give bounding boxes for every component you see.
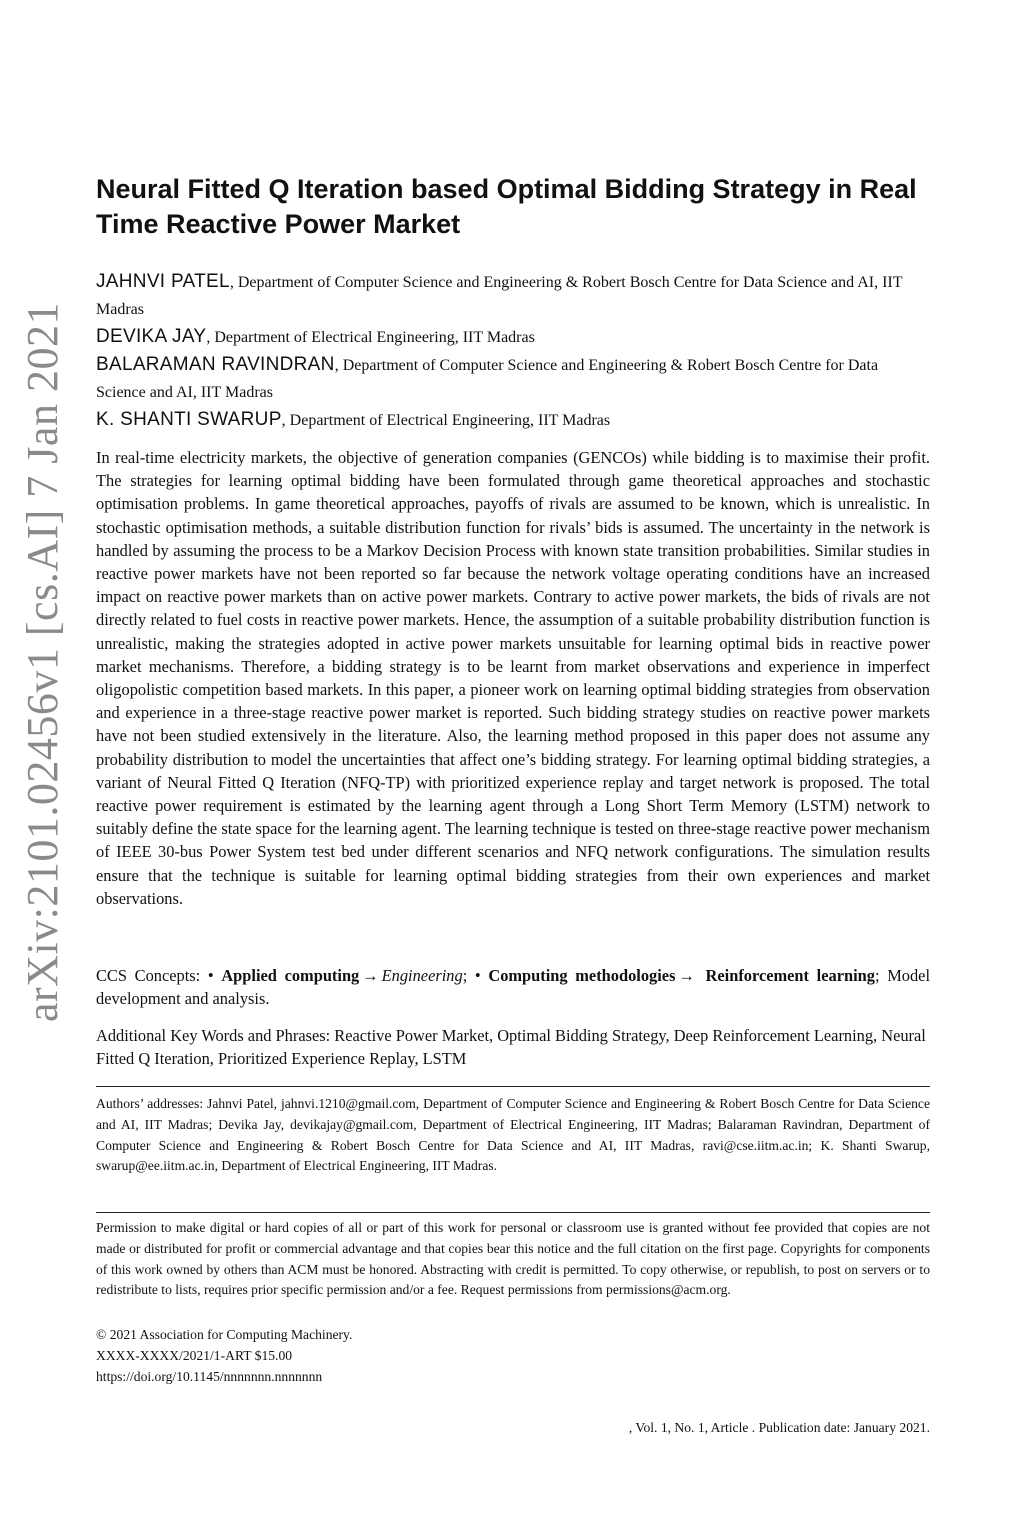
author-name: JAHNVI PATEL [96, 271, 230, 292]
author-affiliation: , Department of Electrical Engineering, IIT Madras [206, 329, 535, 346]
author-affiliation: , Department of Electrical Engineering, IIT Madras [281, 412, 611, 429]
ccs-concept-applied-computing: Applied computing [221, 966, 360, 985]
ccs-concept-computing-methodologies: Computing methodologies [488, 966, 676, 985]
abstract: In real-time electricity markets, the objective of generation companies (GENCOs) while bidding is to maximise their profit. The strategies for learning optimal bidding have been formulated through game theoretical approaches and stochastic optimisation problems. In game theoretical approaches, payoffs of rivals are assumed to be known, which is unrealistic. In stochastic optimisation methods, a suitable distribution function for rivals’ bids is assumed. The uncertainty in the network is handled by assuming the process to be a Markov Decision Process with known state transition probabilities. Similar studies in reactive power markets have not been reported so far because the network voltage operating conditions have an increased impact on reactive power markets than on active power markets. Contrary to active power markets, the bids of rivals are not directly related to fuel costs in reactive power markets. Hence, the assumption of a suitable probability distribution function is unrealistic, making the strategies adopted in active power markets unsuitable for learning optimal bids in reactive power market mechanisms. Therefore, a bidding strategy is to be learnt from market observations and experience in imperfect oligopolistic competition based markets. In this paper, a pioneer work on learning optimal bidding strategies from observation and experience in a three-stage reactive power market is reported. Such bidding strategy studies on reactive power markets have not been studied extensively in the literature. Also, the learning method proposed in this paper does not assume any probability distribution to model the uncertainties that affect one’s bidding strategy. For learning optimal bidding strategies, a variant of Neural Fitted Q Iteration (NFQ-TP) with prioritized experience replay and target network is proposed. The total reactive power requirement is estimated by the learning agent through a Long Short Term Memory (LSTM) network to suitably define the state space for the learning agent. The learning technique is tested on three-stage reactive power mechanism of IEEE 30-bus Power System test bed under different scenarios and NFQ network configurations. The simulation results ensure that the technique is suitable for learning optimal bidding strategies from their own experiences and market observations. [96, 448, 930, 908]
author-affiliation: , Department of Computer Science and Engineering & Robert Bosch Centre for Data Science and AI, IIT Madras [96, 357, 879, 401]
ccs-prefix: CCS Concepts: • [96, 966, 222, 985]
author-name: DEVIKA JAY [96, 326, 207, 347]
ccs-subconcept-reinforcement-learning: Reinforcement learning [705, 966, 875, 985]
arxiv-identifier-stamp: arXiv:2101.02456v1 [cs.AI] 7 Jan 2021 [18, 302, 67, 1022]
author-name: K. SHANTI SWARUP [96, 409, 282, 430]
keywords: Additional Key Words and Phrases: Reactive Power Market, Optimal Bidding Strategy, Deep Reinforcement Learning, Neural Fitted Q Iteration, Prioritized Experience Replay, LSTM [96, 1026, 926, 1069]
ccs-subconcept-engineering: Engineering [381, 966, 463, 985]
author-addresses: Authors’ addresses: Jahnvi Patel, jahnvi.1210@gmail.com, Department of Computer Science and Engineering & Robert Bosch Centre for Data Science and AI, IIT Madras; Devika Jay, devikajay@gmail.com, Department of Electrical Engineering, IIT Madras; Balaraman Ravindran, Department of Computer Science and Engineering & Robert Bosch Centre for Data Science and AI, IIT Madras, ravi@cse.iitm.ac.in; K. Shanti Swarup, swarup@ee.iitm.ac.in, Department of Electrical Engineering, IIT Madras. [96, 1096, 930, 1174]
ccs-arrow: → [678, 966, 695, 985]
doi-link[interactable]: https://doi.org/10.1145/nnnnnnn.nnnnnnn [96, 1368, 323, 1384]
page-footer: , Vol. 1, No. 1, Article . Publication date: January 2021. [628, 1420, 930, 1435]
ccs-concepts [96, 964, 930, 1010]
permission-divider [96, 1212, 930, 1213]
permission-notice: Permission to make digital or hard copies of all or part of this work for personal or classroom use is granted without fee provided that copies are not made or distributed for profit or commercial advantage and that copies bear this notice and the full citation on the first page. Copyrights for components of this work owned by others than ACM must be honored. Abstracting with credit is permitted. To copy otherwise, or republish, to post on servers or to redistribute to lists, requires prior specific permission and/or a fee. Request permissions from permissions@acm.org. [96, 1220, 930, 1298]
author-entry [96, 351, 930, 406]
footnote-divider [96, 1086, 930, 1087]
author-entry [96, 323, 930, 351]
copyright-block [96, 1325, 930, 1387]
author-entry [96, 406, 930, 434]
author-list [96, 268, 930, 434]
author-affiliation: , Department of Computer Science and Engineering & Robert Bosch Centre for Data Science and AI, IIT Madras [96, 274, 903, 318]
copyright-line: © 2021 Association for Computing Machinery. [96, 1327, 353, 1342]
ccs-arrow: → [362, 966, 379, 985]
ccs-separator: ; • [462, 966, 489, 985]
author-name: BALARAMAN RAVINDRAN [96, 354, 335, 375]
ccs-suffix: ; Model development and analysis. [96, 966, 930, 1009]
paper-title: Neural Fitted Q Iteration based Optimal Bidding Strategy in Real Time Reactive Power Market [96, 174, 917, 239]
issn-line: XXXX-XXXX/2021/1-ART $15.00 [96, 1347, 293, 1363]
author-entry [96, 268, 930, 323]
